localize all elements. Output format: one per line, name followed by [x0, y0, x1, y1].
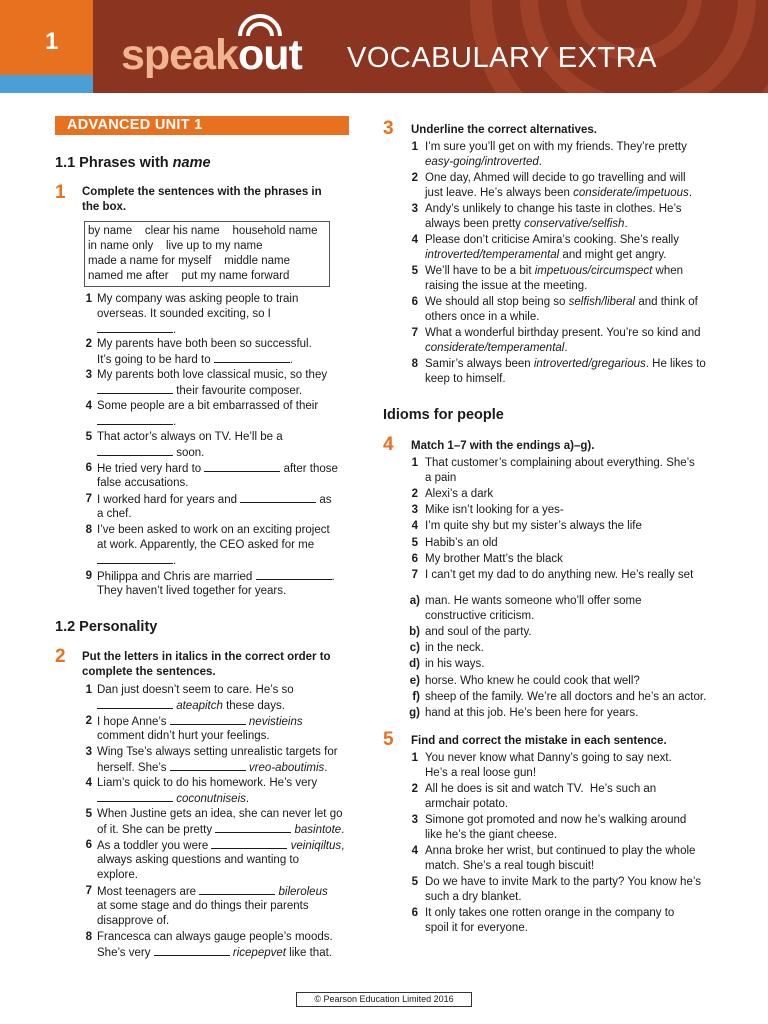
ex1-item-6: false accusations. — [97, 477, 189, 489]
ex3-item-8: Samir’s always been introverted/gregarious. He likes to — [425, 358, 706, 370]
answer-blank[interactable] — [97, 698, 173, 709]
ending-letter: e) — [409, 675, 420, 687]
item-number: 3 — [85, 746, 92, 758]
item-number: 8 — [85, 524, 92, 536]
ex2-item-3: Wing Tse’s always setting unrealistic targets for — [97, 746, 338, 758]
ex3-item-5: We’ll have to be a bit impetuous/circumspect when — [425, 265, 684, 277]
ex1-item-5: That actor’s always on TV. He’ll be a — [97, 431, 283, 443]
item-number: 6 — [85, 462, 92, 474]
exercise-number: 3 — [383, 118, 394, 139]
item-number: 5 — [411, 265, 418, 277]
ex1-item-8-answer: . — [97, 553, 176, 570]
exercise-instruction: the box. — [82, 201, 127, 213]
ex4-item-7: I can’t get my dad to do anything new. He’s really set — [425, 569, 694, 581]
item-number: 4 — [85, 777, 92, 789]
ex4-ending-b: and soul of the party. — [425, 626, 532, 638]
answer-blank[interactable] — [97, 445, 173, 456]
ex5-item-6: It only takes one rotten orange in the company to — [425, 907, 675, 919]
item-number: 2 — [411, 172, 418, 184]
ex4-item-4: I’m quite shy but my sister’s always the life — [425, 520, 642, 532]
ending-letter: c) — [409, 642, 420, 654]
ex3-item-2: One day, Ahmed will decide to go travelling and will — [425, 172, 686, 184]
item-number: 7 — [85, 493, 92, 505]
ending-letter: f) — [412, 691, 420, 703]
exercise-instruction: complete the sentences. — [82, 666, 216, 678]
ex2-item-6: always asking questions and wanting to — [97, 854, 300, 866]
exercise-number: 5 — [383, 729, 394, 750]
ex3-item-5: raising the issue at the meeting. — [425, 280, 588, 292]
ex3-item-2: just leave. He’s always been considerate/impetuous. — [425, 187, 693, 199]
ex3-item-4: Please don’t criticise Amira’s cooking. She’s really — [425, 234, 679, 246]
item-number: 2 — [85, 715, 92, 727]
unit-number-tab: 1 — [0, 0, 93, 75]
ex4-ending-d: in his ways. — [425, 658, 485, 670]
item-number: 7 — [411, 569, 418, 581]
answer-blank[interactable] — [199, 884, 275, 895]
ex2-item-2: comment didn’t hurt your feelings. — [97, 730, 270, 742]
exercise-number: 1 — [55, 182, 66, 203]
ex3-item-3: always been pretty conservative/selfish. — [425, 218, 628, 230]
ex4-ending-a: man. He wants someone who’ll offer some — [425, 595, 642, 607]
ex2-item-6: explore. — [97, 869, 138, 881]
ex2-item-8: She’s very ricepepvet like that. — [97, 947, 332, 959]
ex5-item-1: He’s a real loose gun! — [425, 767, 537, 779]
ex1-item-4-answer: . — [97, 414, 176, 431]
page-title: VOCABULARY EXTRA — [347, 42, 657, 74]
item-number: 5 — [85, 431, 92, 443]
ex1-item-1: My company was asking people to train — [97, 293, 299, 305]
answer-blank[interactable] — [97, 414, 173, 425]
ex5-item-4: match. She’s a real tough biscuit! — [425, 860, 595, 872]
item-number: 3 — [411, 504, 418, 516]
ex5-item-1: You never know what Danny’s going to say next. — [425, 752, 672, 764]
ex2-item-3: herself. She’s vreo-aboutimis. — [97, 762, 328, 774]
speakout-logo: speakout — [121, 31, 302, 79]
ex2-item-7: Most teenagers are bileroleus — [97, 886, 328, 898]
ex4-item-5: Habib’s an old — [425, 537, 498, 549]
phrase-box-line: made a name for myself middle name — [88, 255, 290, 267]
answer-blank[interactable] — [97, 791, 173, 802]
ex4-item-3: Mike isn’t looking for a yes- — [425, 504, 564, 516]
item-number: 5 — [85, 808, 92, 820]
ex2-item-2: I hope Anne’s nevistieins — [97, 716, 303, 728]
ex5-item-6: spoil it for everyone. — [425, 922, 528, 934]
ex1-item-7: I worked hard for years and as — [97, 494, 332, 506]
ex1-item-1-answer: . — [97, 322, 176, 339]
ex5-item-3: like he’s the giant cheese. — [425, 829, 558, 841]
item-number: 2 — [85, 338, 92, 350]
item-number: 4 — [85, 400, 92, 412]
unit-title-bar: ADVANCED UNIT 1 — [55, 116, 349, 135]
item-number: 5 — [411, 876, 418, 888]
ex2-item-1: Dan just doesn’t seem to care. He’s so — [97, 684, 294, 696]
ex4-ending-c: in the neck. — [425, 642, 484, 654]
answer-blank[interactable] — [214, 352, 290, 363]
item-number: 5 — [411, 537, 418, 549]
item-number: 4 — [411, 520, 418, 532]
answer-blank[interactable] — [170, 760, 246, 771]
exercise-number: 2 — [55, 646, 66, 667]
ex5-item-2: All he does is sit and watch TV. He’s such an — [425, 783, 657, 795]
item-number: 1 — [85, 293, 92, 305]
item-number: 4 — [411, 845, 418, 857]
item-number: 6 — [85, 839, 92, 851]
item-number: 8 — [411, 358, 418, 370]
ex3-item-1: I’m sure you’ll get on with my friends. They’re pretty — [425, 141, 687, 153]
item-number: 8 — [85, 931, 92, 943]
answer-blank[interactable] — [170, 714, 246, 725]
ex2-item-5: When Justine gets an idea, she can never let go — [97, 808, 343, 820]
item-number: 1 — [411, 141, 418, 153]
answer-blank[interactable] — [154, 945, 230, 956]
answer-blank[interactable] — [97, 553, 173, 564]
item-number: 1 — [411, 457, 418, 469]
ex4-ending-g: hand at this job. He’s been here for years. — [425, 707, 639, 719]
ex1-item-8: I’ve been asked to work on an exciting project — [97, 524, 330, 536]
item-number: 4 — [411, 234, 418, 246]
item-number: 7 — [85, 885, 92, 897]
ex4-ending-f: sheep of the family. We’re all doctors and he’s an actor. — [425, 691, 707, 703]
item-number: 7 — [411, 327, 418, 339]
ex5-item-4: Anna broke her wrist, but continued to play the whole — [425, 845, 696, 857]
ex2-item-8: Francesca can always gauge people’s moods. — [97, 931, 333, 943]
answer-blank[interactable] — [256, 569, 332, 580]
ex1-item-2: My parents have both been so successful. — [97, 338, 312, 350]
ex5-item-5: Do we have to invite Mark to the party? You know he’s — [425, 876, 701, 888]
section-title-personality: 1.2 Personality — [55, 619, 158, 635]
ex1-item-8: at work. Apparently, the CEO asked for me — [97, 539, 315, 551]
ending-letter: d) — [409, 658, 420, 670]
ending-letter: a) — [409, 595, 420, 607]
ex5-item-2: armchair potato. — [425, 798, 509, 810]
ex4-item-6: My brother Matt’s the black — [425, 553, 563, 565]
item-number: 3 — [411, 814, 418, 826]
ending-letter: g) — [409, 707, 420, 719]
item-number: 2 — [411, 783, 418, 795]
copyright-footer: © Pearson Education Limited 2016 — [296, 992, 472, 1007]
phrase-box-line: named me after put my name forward — [88, 270, 290, 282]
ex4-ending-e: horse. Who knew he could cook that well? — [425, 675, 640, 687]
ex1-item-3: their favourite composer. — [97, 383, 302, 400]
ex4-item-2: Alexi’s a dark — [425, 488, 494, 500]
exercise-instruction: Complete the sentences with the phrases in — [82, 186, 322, 198]
ex1-item-1: overseas. It sounded exciting, so I — [97, 308, 271, 320]
ex5-item-3: Simone got promoted and now he’s walking around — [425, 814, 687, 826]
header-accent-bar — [0, 75, 93, 93]
ex4-item-1: That customer’s complaining about everything. She’s — [425, 457, 695, 469]
exercise-number: 4 — [383, 434, 394, 455]
item-number: 9 — [85, 570, 92, 582]
ex3-item-6: others once in a while. — [425, 311, 540, 323]
exercise-instruction: Underline the correct alternatives. — [411, 124, 597, 136]
ex3-item-6: We should all stop being so selfish/liberal and think of — [425, 296, 698, 308]
ex2-item-1: ateapitch these days. — [97, 698, 285, 715]
ex1-item-7: a chef. — [97, 508, 132, 520]
ex3-item-7: What a wonderful birthday present. You’re so kind and — [425, 327, 701, 339]
ex3-item-1: easy-going/introverted. — [425, 156, 542, 168]
item-number: 6 — [411, 296, 418, 308]
answer-blank[interactable] — [240, 492, 316, 503]
ex1-item-9: They haven’t lived together for years. — [97, 585, 287, 597]
ex2-item-7: at some stage and do things their parents — [97, 900, 309, 912]
ex3-item-7: considerate/temperamental. — [425, 342, 568, 354]
ex4-ending-a: constructive criticism. — [425, 610, 535, 622]
ex1-item-4: Some people are a bit embarrassed of their — [97, 400, 319, 412]
exercise-instruction: Put the letters in italics in the correct order to — [82, 651, 331, 663]
ex1-item-2: It’s going to be hard to . — [97, 354, 293, 366]
ex2-item-4: Liam’s quick to do his homework. He’s very — [97, 777, 318, 789]
ex2-item-7: disapprove of. — [97, 915, 170, 927]
item-number: 3 — [85, 369, 92, 381]
item-number: 1 — [85, 684, 92, 696]
ex5-item-5: such a dry blanket. — [425, 891, 522, 903]
item-number: 3 — [411, 203, 418, 215]
phrase-box-line: by name clear his name household name — [88, 225, 318, 237]
ex3-item-4: introverted/temperamental and might get angry. — [425, 249, 667, 261]
answer-blank[interactable] — [204, 461, 280, 472]
ex2-item-4: coconutniseis. — [97, 791, 249, 808]
section-title-idioms: Idioms for people — [383, 407, 504, 423]
ex2-item-6: As a toddler you were veiniqiltus, — [97, 840, 345, 852]
exercise-instruction: Find and correct the mistake in each sentence. — [411, 735, 667, 747]
item-number: 1 — [411, 752, 418, 764]
answer-blank[interactable] — [215, 822, 291, 833]
ex1-item-5: soon. — [97, 445, 204, 462]
ex2-item-5: of it. She can be pretty basintote. — [97, 824, 345, 836]
ex4-item-1: a pain — [425, 472, 457, 484]
section-title-phrases-with-name: 1.1 Phrases with name — [55, 155, 211, 171]
ex1-item-3: My parents both love classical music, so they — [97, 369, 328, 381]
ending-letter: b) — [409, 626, 420, 638]
ex3-item-3: Andy’s unlikely to change his taste in clothes. He’s — [425, 203, 682, 215]
item-number: 6 — [411, 553, 418, 565]
ex1-item-6: He tried very hard to after those — [97, 463, 338, 475]
answer-blank[interactable] — [97, 322, 173, 333]
item-number: 2 — [411, 488, 418, 500]
answer-blank[interactable] — [211, 838, 287, 849]
phrase-box-line: in name only live up to my name — [88, 240, 263, 252]
answer-blank[interactable] — [97, 383, 173, 394]
exercise-instruction: Match 1–7 with the endings a)–g). — [411, 440, 595, 452]
ex1-item-9: Philippa and Chris are married . — [97, 571, 335, 583]
item-number: 6 — [411, 907, 418, 919]
ex3-item-8: keep to himself. — [425, 373, 506, 385]
